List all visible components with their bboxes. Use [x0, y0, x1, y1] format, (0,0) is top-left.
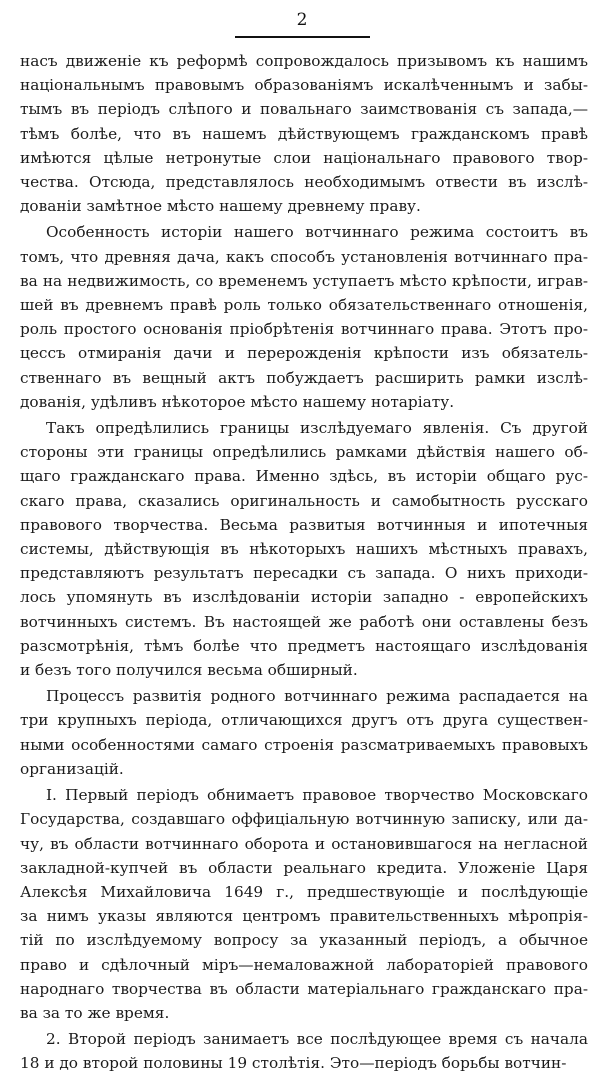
text-line: стороны эти границы опредѣлились рамками дѣйствія нашего об-: [20, 443, 588, 462]
text-line: національнымъ правовымъ образованіямъ искалѣченнымъ и забы-: [20, 76, 588, 95]
text-line: представляютъ результатъ пересадки съ запада. О нихъ приходи-: [20, 564, 588, 583]
text-line: право и сдѣлочный міръ—немаловажной лабораторіей правового: [20, 955, 588, 974]
text-line: за нимъ указы являются центромъ правительственныхъ мѣропрія-: [20, 907, 588, 926]
text-line: тѣмъ болѣе, что въ нашемъ дѣйствующемъ гражданскомъ правѣ: [20, 124, 588, 143]
text-line: ва на недвижимость, со временемъ уступаетъ мѣсто крѣпости, играв-: [20, 271, 588, 290]
text-line: правового творчества. Весьма развитыя вотчинныя и ипотечныя: [20, 515, 588, 534]
text-line: организацій.: [20, 759, 124, 778]
paragraph: [20, 220, 588, 414]
text-line: и безъ того получился весьма обширный.: [20, 661, 358, 680]
paragraph: [20, 416, 588, 682]
text-line: дованія, удѣливъ нѣкоторое мѣсто нашему нотаріату.: [20, 392, 455, 411]
text-line: скаго права, сказались оригинальность и самобытность русскаго: [20, 491, 588, 510]
text-line: дованіи замѣтное мѣсто нашему древнему праву.: [20, 197, 421, 216]
text-line: 2. Второй періодъ занимаетъ все послѣдующее время съ начала: [46, 1030, 588, 1049]
text-line: цессъ отмиранія дачи и перерожденія крѣпости изъ обязатель-: [20, 344, 588, 363]
text-line: народнаго творчества въ области матеріальнаго гражданскаго пра-: [20, 979, 588, 998]
text-line: закладной-купчей въ области реальнаго кредита. Уложеніе Царя: [20, 858, 588, 877]
text-line: томъ, что древняя дача, какъ способъ установленія вотчиннаго пра-: [20, 247, 588, 266]
text-line: тій по изслѣдуемому вопросу за указанный періодъ, а обычное: [20, 931, 588, 950]
text-line: имѣются цѣлые нетронутые слои національнаго правового твор-: [20, 148, 588, 167]
text-line: чу, въ области вотчиннаго оборота и остановившагося на негласной: [20, 834, 588, 853]
text-line: Алексѣя Михайловича 1649 г., предшествующіе и послѣдующіе: [20, 882, 588, 901]
page-number: 2: [296, 10, 308, 30]
paragraph: [20, 49, 588, 218]
text-line: чества. Отсюда, представлялось необходимымъ отвести въ изслѣ-: [20, 173, 588, 192]
text-line: лось упомянуть въ изслѣдованіи исторіи западно - европейскихъ: [20, 588, 588, 607]
paragraph: [20, 684, 588, 781]
text-line: разсмотрѣнія, тѣмъ болѣе что предметъ настоящаго изслѣдованія: [20, 636, 588, 655]
text-line: три крупныхъ періода, отличающихся другъ отъ друга существен-: [20, 711, 588, 730]
text-line: ными особенностями самаго строенія разсматриваемыхъ правовыхъ: [20, 735, 588, 754]
text-line: Такъ опредѣлились границы изслѣдуемаго явленія. Съ другой: [46, 419, 588, 438]
text-line: шей въ древнемъ правѣ роль только обязательственнаго отношенія,: [20, 296, 588, 315]
text-line: ственнаго въ вещный актъ побуждаетъ расширить рамки изслѣ-: [20, 368, 588, 387]
text-line: Процессъ развитія родного вотчиннаго режима распадается на: [46, 687, 588, 706]
text-line: Государства, создавшаго оффиціальную вотчинную записку, или да-: [20, 810, 588, 829]
text-line: насъ движеніе къ реформѣ сопровождалось призывомъ къ нашимъ: [20, 52, 588, 70]
text-line: роль простого основанія пріобрѣтенія вотчиннаго права. Этотъ про-: [20, 320, 588, 339]
paragraph: [20, 1027, 588, 1075]
text-line: тымъ въ періодъ слѣпого и повальнаго заимствованія съ запада,—: [20, 100, 588, 119]
text-line: ва за то же время.: [20, 1003, 170, 1022]
paragraph: [20, 783, 588, 1025]
text-line: щаго гражданскаго права. Именно здѣсь, въ исторіи общаго рус-: [20, 467, 588, 486]
text-line: I. Первый періодъ обнимаетъ правовое творчество Московскаго: [46, 786, 588, 805]
text-line: Особенность исторіи нашего вотчиннаго режима состоитъ въ: [46, 223, 588, 242]
text-line: 18 и до второй половины 19 столѣтія. Это—періодъ борьбы вотчин-: [20, 1054, 567, 1073]
text-line: системы, дѣйствующія въ нѣкоторыхъ нашихъ мѣстныхъ правахъ,: [20, 540, 588, 559]
text-line: вотчинныхъ системъ. Въ настоящей же работѣ они оставлены безъ: [20, 612, 588, 631]
header-rule: [235, 36, 370, 38]
body-text: [20, 49, 588, 1078]
